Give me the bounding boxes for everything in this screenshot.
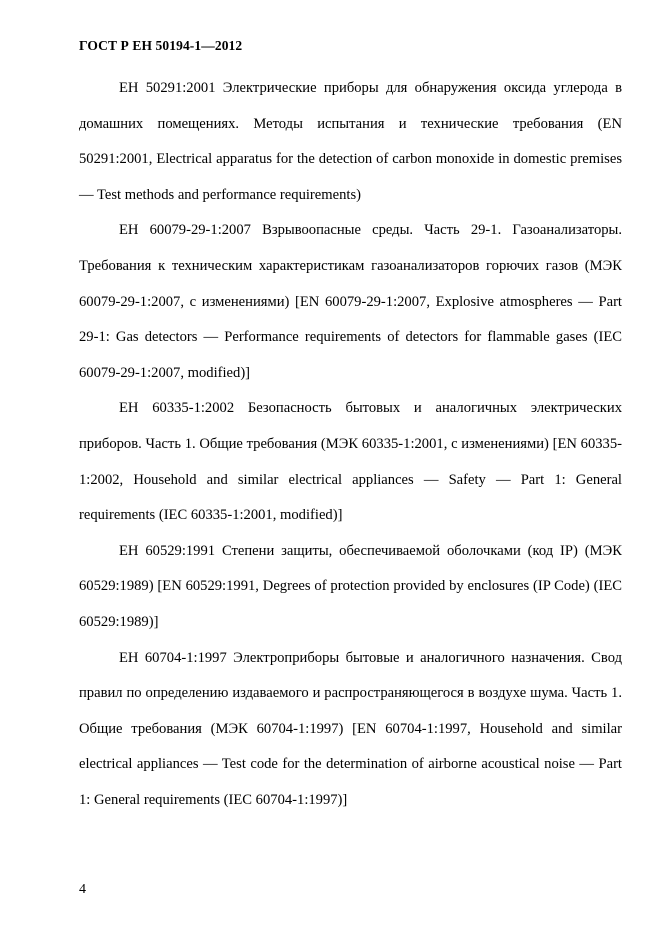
reference-entry-en-50291 (79, 71, 622, 213)
reference-text: ЕН 60079-29-1:2007 Взрывоопасные среды. Часть 29-1. Газоанализаторы. Требования к техническим характеристикам газоанализаторов горючих газов (МЭК 60079-29-1:2007, с изменениями) [EN 60079-29-1:2007, Explosive atmospheres — Part 29-1: Gas detectors — Performance requirements of detectors for flammable gases (IEC 60079-29-1:2007, modified)] (79, 222, 622, 381)
reference-text: ЕН 50291:2001 Электрические приборы для обнаружения оксида углерода в домашних помещениях. Методы испытания и технические требования (EN 50291:2001, Electrical apparatus for the detection of carbon monoxide in domestic premises — Test methods and performance requirements) (79, 80, 622, 203)
reference-text: ЕН 60529:1991 Степени защиты, обеспечиваемой оболочками (код IP) (МЭК 60529:1989) [EN 60529:1991, Degrees of protection provided by enclosures (IP Code) (IEC 60529:1989)] (79, 542, 622, 630)
reference-entry-en-60704-1 (79, 641, 622, 819)
reference-entry-en-60529 (79, 534, 622, 641)
reference-text: ЕН 60704-1:1997 Электроприборы бытовые и аналогичного назначения. Свод правил по определению издаваемого и распространяющегося в воздухе шума. Часть 1. Общие требования (МЭК 60704-1:1997) [EN 60704-1:1997, Household and similar electrical appliances — Test code for the determination of airborne acoustical noise — Part 1: General requirements (IEC 60704-1:1997)] (79, 649, 622, 808)
normative-references (79, 71, 622, 818)
page-number: 4 (79, 882, 86, 897)
reference-entry-en-60079-29-1 (79, 213, 622, 391)
reference-text: ЕН 60335-1:2002 Безопасность бытовых и аналогичных электрических приборов. Часть 1. Общие требования (МЭК 60335-1:2001, с изменениями) [EN 60335-1:2002, Household and similar electrical appliances — Safety — Part 1: General requirements (IEC 60335-1:2001, modified)] (79, 400, 622, 524)
standard-header: ГОСТ Р ЕН 50194-1—2012 (79, 38, 243, 53)
reference-entry-en-60335-1 (79, 391, 622, 533)
